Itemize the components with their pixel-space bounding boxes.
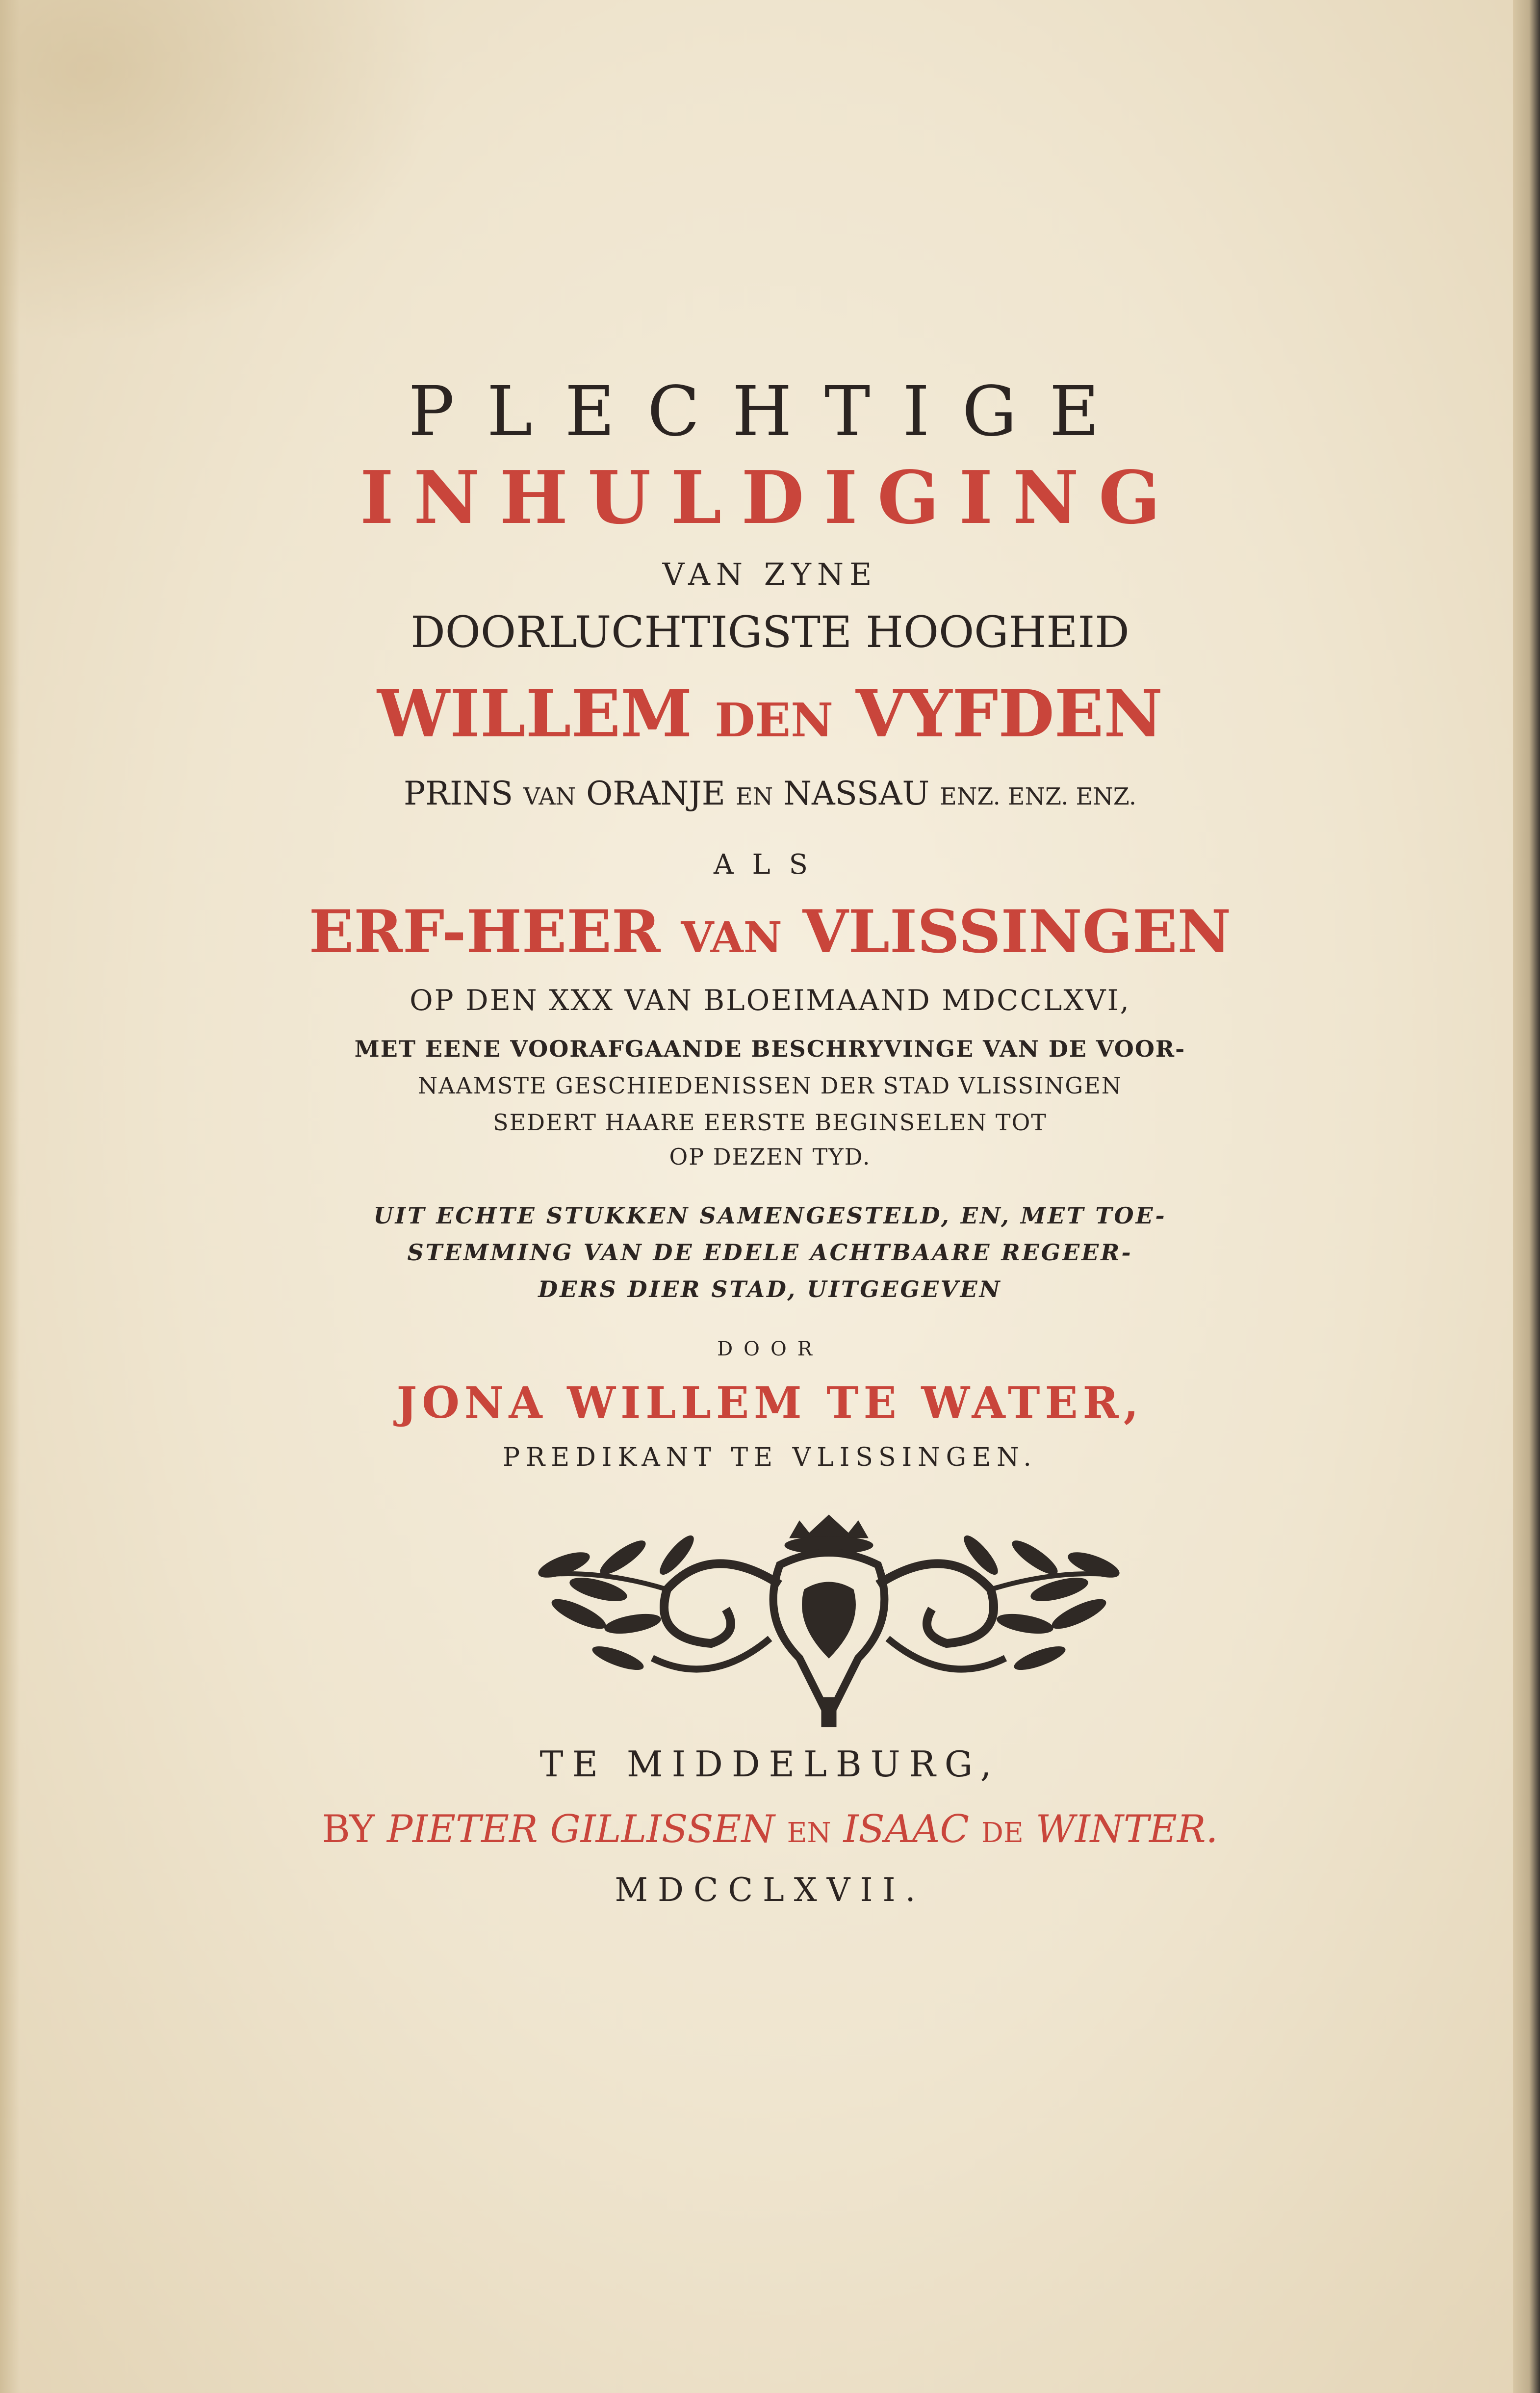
imprint-place: TE MIDDELBURG, [539, 1743, 1001, 1785]
van-text-2: VAN [681, 913, 782, 962]
by-text: BY [322, 1807, 375, 1851]
title-line-prins [0, 775, 1540, 812]
title-line-door: DOOR [717, 1338, 823, 1360]
subtitle-line-4: OP DEZEN TYD. [669, 1144, 871, 1170]
imprint-printers [0, 1807, 1540, 1851]
title-line-als: ALS [714, 849, 826, 881]
imprint-line-1: UIT ECHTE STUKKEN SAMENGESTELD, EN, MET TOE- [373, 1202, 1167, 1229]
author-name: JONA WILLEM TE WATER, [396, 1377, 1144, 1428]
pieter-gillissen-text: PIETER GILLISSEN [386, 1807, 775, 1851]
title-line-plechtige: PLECHTIGE [408, 372, 1132, 452]
enz-text: ENZ. ENZ. ENZ. [940, 783, 1136, 810]
isaac-text: ISAAC [843, 1807, 970, 1851]
title-line-erf-heer [0, 897, 1540, 966]
imprint-line-3: DERS DIER STAD, UITGEGEVEN [538, 1276, 1002, 1302]
page-left-edge [0, 0, 20, 2393]
subtitle-line-3: SEDERT HAARE EERSTE BEGINSELEN TOT [493, 1109, 1047, 1136]
en-text-2: EN [787, 1817, 831, 1849]
author-title: PREDIKANT TE VLISSINGEN. [503, 1443, 1037, 1472]
title-line-van-zyne: VAN ZYNE [662, 556, 878, 592]
willem-text: WILLEM [377, 676, 693, 752]
winter-text: WINTER. [1035, 1807, 1218, 1851]
en-text: EN [735, 783, 773, 810]
erf-heer-text: ERF-HEER [308, 897, 661, 966]
printers-ornament-icon [505, 1511, 1153, 1737]
water-stain [0, 0, 441, 343]
oranje-text: ORANJE [586, 775, 725, 812]
subtitle-line-2: NAAMSTE GESCHIEDENISSEN DER STAD VLISSINGEN [418, 1072, 1122, 1099]
page-right-edge [1513, 0, 1540, 2393]
imprint-line-2: STEMMING VAN DE EDELE ACHTBAARE REGEER- [407, 1239, 1133, 1266]
title-line-doorluchtigste: DOORLUCHTIGSTE HOOGHEID [411, 607, 1129, 657]
title-line-date: OP DEN XXX VAN BLOEIMAAND MDCCLXVI, [410, 984, 1130, 1017]
nassau-text: NASSAU [783, 775, 930, 812]
van-text: VAN [523, 783, 576, 810]
subtitle-line-1: MET EENE VOORAFGAANDE BESCHRYVINGE VAN DE VOOR- [354, 1036, 1186, 1062]
imprint-year: MDCCLXVII. [615, 1871, 925, 1909]
prins-text: PRINS [404, 775, 513, 812]
de-text: DE [981, 1817, 1024, 1849]
den-text: DEN [715, 693, 833, 748]
title-line-willem [0, 676, 1540, 752]
vyfden-text: VYFDEN [855, 676, 1163, 752]
vlissingen-text: VLISSINGEN [802, 897, 1232, 966]
title-line-inhuldiging: INHULDIGING [359, 455, 1181, 540]
